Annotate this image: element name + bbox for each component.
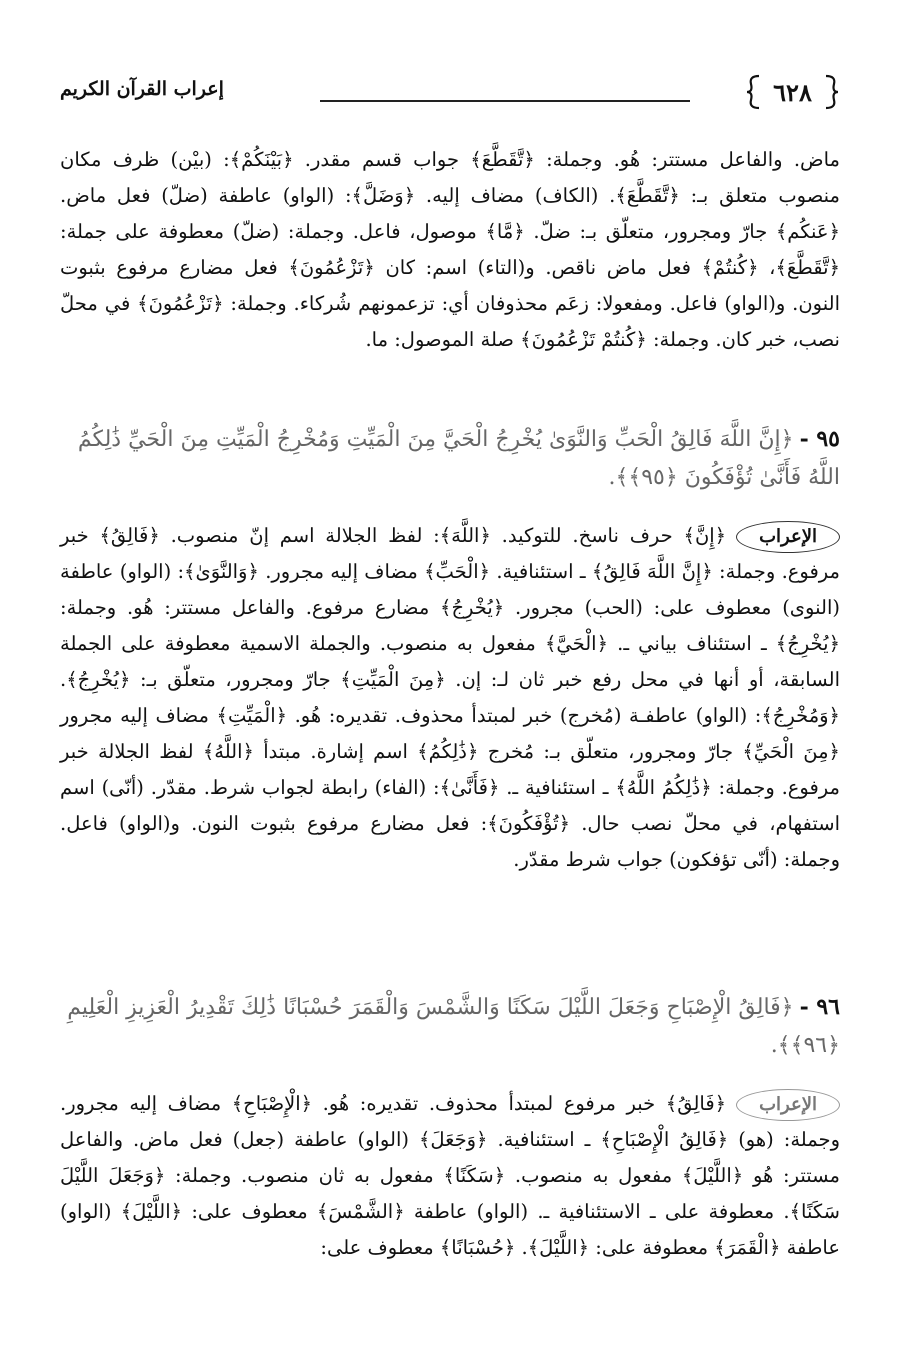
- page-number-frame: [745, 72, 840, 112]
- verse-text: ﴿فَالِقُ الْإِصْبَاحِ وَجَعَلَ اللَّيْلَ سَكَنًا وَالشَّمْسَ وَالْقَمَرَ حُسْبَانًا ذَٰلِكَ تَقْدِيرُ الْعَزِيزِ الْعَلِيمِ ﴿٩٦﴾﴾.: [67, 995, 840, 1058]
- book-title: إعراب القرآن الكريم: [60, 78, 224, 100]
- irab-text: ﴿إِنَّ﴾ حرف ناسخ. للتوكيد. ﴿اللَّهَ﴾: لفظ الجلالة اسم إنّ منصوب. ﴿فَالِقُ﴾ خبر مرفوع. وجملة: ﴿إِنَّ اللَّهَ فَالِقُ﴾ ـ استئنافية. ﴿الْحَبِّ﴾ مضاف إليه مجرور. ﴿وَالنَّوَىٰ﴾: (الواو) عاطفة (النوى) معطوف على: (الحب) مجرور. ﴿يُخْرِجُ﴾ مضارع مرفوع. والفاعل مستتر: هُو. وجملة: ﴿يُخْرِجُ﴾ ـ استئناف بياني ـ. ﴿الْحَيَّ﴾ مفعول به منصوب. والجملة الاسمية معطوفة على الجملة السابقة، أو أنها في محل رفع خبر ثان لـ: إن. ﴿مِنَ الْمَيِّتِ﴾ جارّ ومجرور، متعلّق بـ: ﴿يُخْرِجُ﴾. ﴿وَمُخْرِجُ﴾: (الواو) عاطفـة (مُخرج) خبر لمبتدأ محذوف. تقديره: هُو. ﴿الْمَيِّتِ﴾ مضاف إليه مجرور ﴿مِنَ الْحَيِّ﴾ جارّ ومجرور، متعلّق بـ: مُخرج ﴿ذَٰلِكُمُ﴾ اسم إشارة. مبتدأ ﴿اللَّهُ﴾ لفظ الجلالة خبر مرفوع. وجملة: ﴿ذَٰلِكُمُ اللَّهُ﴾ ـ استئنافية ـ. ﴿فَأَنَّىٰ﴾: (الفاء) رابطة لجواب شرط. مقدّر. (أنّى) اسم استفهام، في محلّ نصب حال. ﴿تُؤْفَكُونَ﴾: فعل مضارع مرفوع بثبوت النون. و(الواو) فاعل. وجملة: (أنّى تؤفكون) جواب شرط مقدّر.: [60, 524, 840, 871]
- paragraph-irab-95: [60, 518, 840, 878]
- irab-label: الإعراب: [736, 521, 840, 553]
- verse-95: [60, 420, 840, 497]
- irab-label: الإعراب: [736, 1089, 840, 1121]
- page-number: ٦٢٨: [773, 78, 812, 107]
- verse-text: ﴿إِنَّ اللَّهَ فَالِقُ الْحَبِّ وَالنَّوَىٰ يُخْرِجُ الْحَيَّ مِنَ الْمَيِّتِ وَمُخْرِجُ الْمَيِّتِ مِنَ الْحَيِّ ذَٰلِكُمُ اللَّهُ فَأَنَّىٰ تُؤْفَكُونَ ﴿٩٥﴾﴾.: [77, 427, 840, 490]
- page-header: [60, 70, 840, 120]
- paragraph-continuation: ماض. والفاعل مستتر: هُو. وجملة: ﴿تَّقَطَّعَ﴾ جواب قسم مقدر. ﴿بَيْنَكُمْ﴾: (بيْن) ظرف مكان منصوب متعلق بـ: ﴿تَّقَطَّعَ﴾. (الكاف) مضاف إليه. ﴿وَضَلَّ﴾: (الواو) عاطفة (ضلّ) فعل ماض. ﴿عَنكُم﴾ جارّ ومجرور، متعلّق بـ: ضلّ. ﴿مَّا﴾ موصول، فاعل. وجملة: (ضلّ) معطوفة على جملة: ﴿تَّقَطَّعَ﴾، ﴿كُنتُمْ﴾ فعل ماض ناقص. و(التاء) اسم: كان ﴿تَزْعُمُونَ﴾ فعل مضارع مرفوع بثبوت النون. و(الواو) فاعل. ومفعولا: زعَم محذوفان أي: تزعمونهم شُركاء. وجملة: ﴿تَزْعُمُونَ﴾ في محلّ نصب، خبر كان. وجملة: ﴿كُنتُمْ تَزْعُمُونَ﴾ صلة الموصول: ما.: [60, 148, 840, 351]
- header-rule: [320, 100, 690, 102]
- paragraph-irab-96: [60, 1086, 840, 1266]
- verse-number: ٩٥ -: [799, 426, 840, 452]
- irab-text: ﴿فَالِقُ﴾ خبر مرفوع لمبتدأ محذوف. تقديره: هُو. ﴿الْإِصْبَاحِ﴾ مضاف إليه مجرور. وجملة: (هو) ﴿فَالِقُ الْإِصْبَاحِ﴾ ـ استئنافية. ﴿وَجَعَلَ﴾ (الواو) عاطفة (جعل) فعل ماض. والفاعل مستتر: هُو ﴿اللَّيْلَ﴾ مفعول به منصوب. ﴿سَكَنًا﴾ مفعول به ثان منصوب. وجملة: ﴿وَجَعَلَ اللَّيْلَ سَكَنًا﴾. معطوفة على ـ الاستئنافية ـ. (الواو) عاطفة ﴿الشَّمْسَ﴾ معطوف على: ﴿اللَّيْلَ﴾ (الواو) عاطفة ﴿الْقَمَرَ﴾ معطوفة على: ﴿اللَّيْلَ﴾. ﴿حُسْبَانًا﴾ معطوف على:: [60, 1092, 840, 1259]
- verse-number: ٩٦ -: [799, 994, 840, 1020]
- verse-96: [60, 988, 840, 1065]
